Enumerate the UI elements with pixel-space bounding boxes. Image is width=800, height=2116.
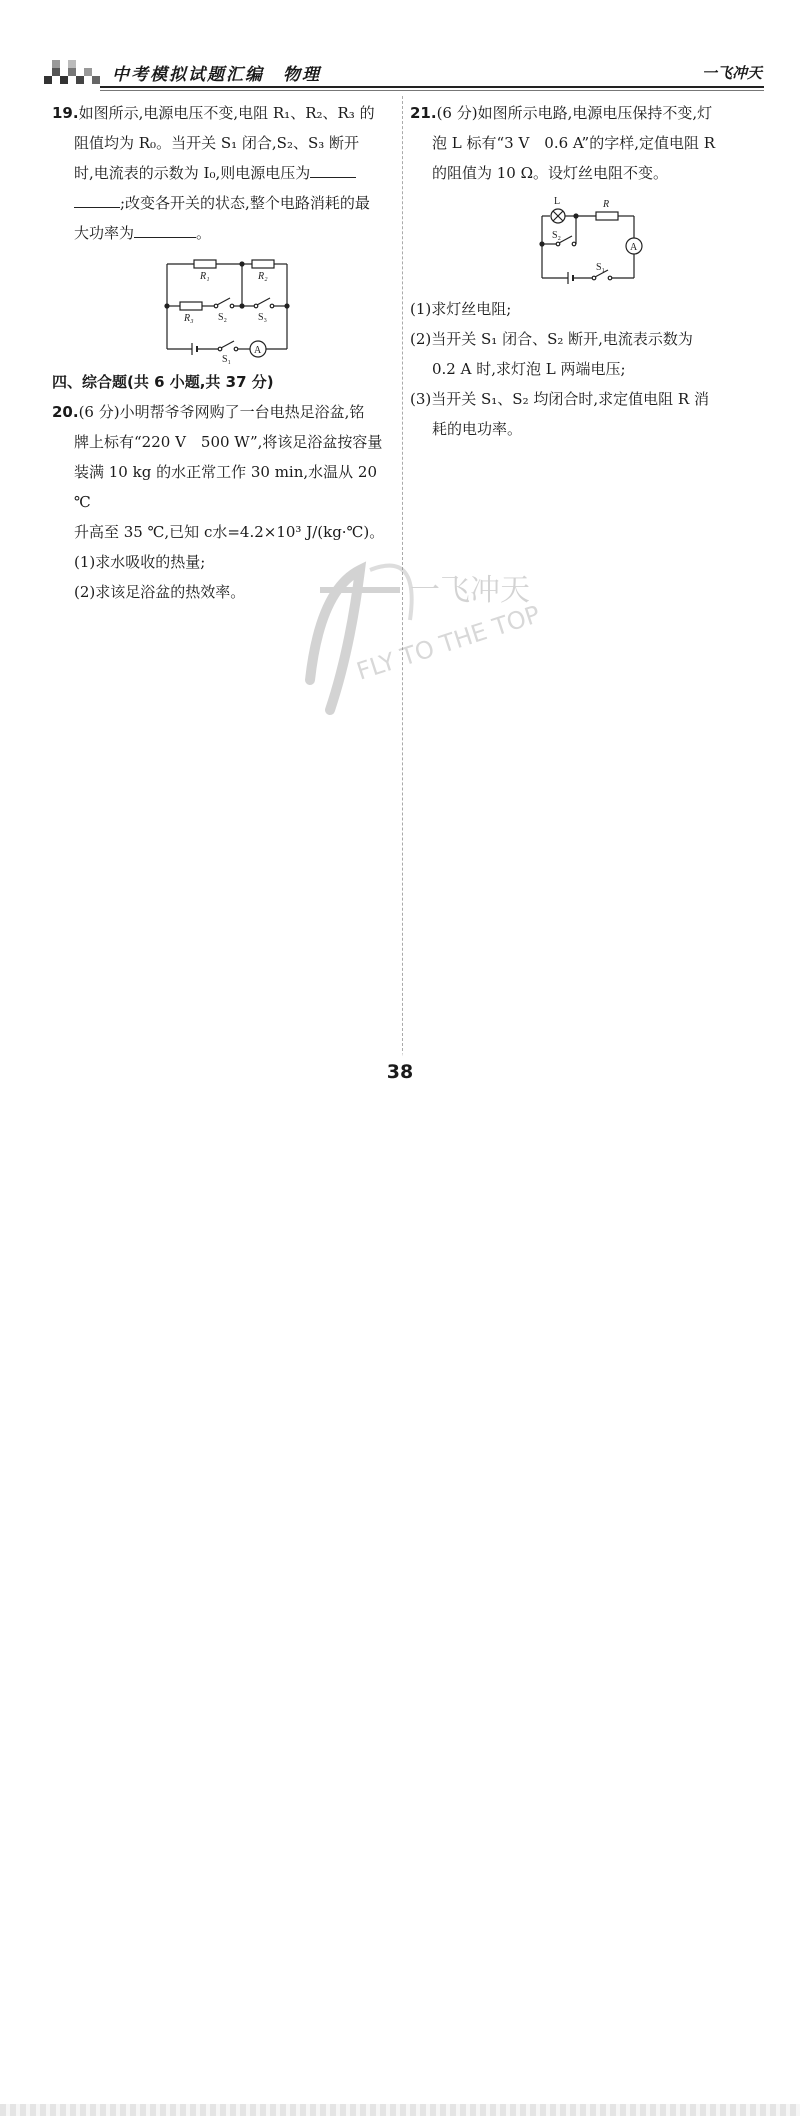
circuit-diagram-21 xyxy=(534,194,644,286)
question-text: 大功率为 xyxy=(74,224,135,242)
label-r: R xyxy=(603,199,610,210)
question-text: 装满 10 kg 的水正常工作 30 min,水温从 20 ℃ xyxy=(74,463,378,511)
label-s3: S₃ xyxy=(258,312,268,323)
label-s1: S₁ xyxy=(596,262,606,273)
label-r3: R₃ xyxy=(184,313,194,324)
watermark-logo xyxy=(290,530,550,730)
answer-blank[interactable] xyxy=(74,193,120,208)
question-text: 的阻值为 10 Ω。设灯丝电阻不变。 xyxy=(432,164,669,182)
question-number: 19. xyxy=(52,104,79,122)
question-19 xyxy=(52,98,397,365)
question-number: 21. xyxy=(410,104,437,122)
question-text: 升高至 35 ℃,已知 c水=4.2×10³ J/(kg·℃)。 xyxy=(74,523,385,541)
answer-blank[interactable] xyxy=(310,163,356,178)
question-text: 牌上标有“220 V 500 W”,将该足浴盆按容量 xyxy=(74,433,383,451)
header-title: 中考模拟试题汇编 物理 xyxy=(112,65,321,85)
sub-question: (2)求该足浴盆的热效率。 xyxy=(74,583,246,601)
question-text: ;改变各开关的状态,整个电路消耗的最 xyxy=(120,194,370,212)
right-column xyxy=(410,98,755,444)
sub-question: (1)求水吸收的热量; xyxy=(74,553,206,571)
header-rule-thin xyxy=(100,90,764,91)
page-header xyxy=(0,0,800,100)
header-rule xyxy=(100,86,764,88)
label-s1: S₁ xyxy=(222,354,232,365)
watermark-en: FLY TO THE TOP xyxy=(353,600,544,686)
label-r2: R₂ xyxy=(258,271,268,282)
question-text: 。 xyxy=(196,224,212,242)
label-lamp: L xyxy=(554,196,561,207)
page-number: 38 xyxy=(372,1052,428,1092)
ammeter-label: A xyxy=(630,242,638,253)
question-text: (6 分)如图所示电路,电源电压保持不变,灯 xyxy=(436,104,713,122)
footer-band xyxy=(0,2104,800,2116)
sub-question: (1)求灯丝电阻; xyxy=(410,300,512,318)
question-number: 20. xyxy=(52,403,79,421)
question-text: 如图所示,电源电压不变,电阻 R₁、R₂、R₃ 的 xyxy=(78,104,375,122)
sub-question: 耗的电功率。 xyxy=(432,420,523,438)
question-text: 泡 L 标有“3 V 0.6 A”的字样,定值电阻 R xyxy=(432,134,716,152)
question-text: 阻值均为 R₀。当开关 S₁ 闭合,S₂、S₃ 断开 xyxy=(74,134,360,152)
question-text: (6 分)小明帮爷爷网购了一台电热足浴盆,铭 xyxy=(78,403,365,421)
sub-question: (3)当开关 S₁、S₂ 均闭合时,求定值电阻 R 消 xyxy=(410,390,709,408)
label-s2: S₂ xyxy=(218,312,228,323)
checker-decoration xyxy=(44,58,106,88)
question-text: 时,电流表的示数为 I₀,则电源电压为 xyxy=(74,164,311,182)
label-r1: R₁ xyxy=(200,271,210,282)
answer-blank[interactable] xyxy=(134,223,196,238)
section-heading: 四、综合题(共 6 小题,共 37 分) xyxy=(52,373,274,391)
label-s2: S₂ xyxy=(552,230,562,241)
header-brand: 一飞冲天 xyxy=(701,64,762,82)
ammeter-label: A xyxy=(254,345,262,356)
circuit-diagram-19 xyxy=(162,254,292,365)
sub-question: (2)当开关 S₁ 闭合、S₂ 断开,电流表示数为 xyxy=(410,330,693,348)
watermark-cn: 一飞冲天 xyxy=(410,573,530,608)
sub-question: 0.2 A 时,求灯泡 L 两端电压; xyxy=(432,360,626,378)
question-21 xyxy=(410,98,755,444)
